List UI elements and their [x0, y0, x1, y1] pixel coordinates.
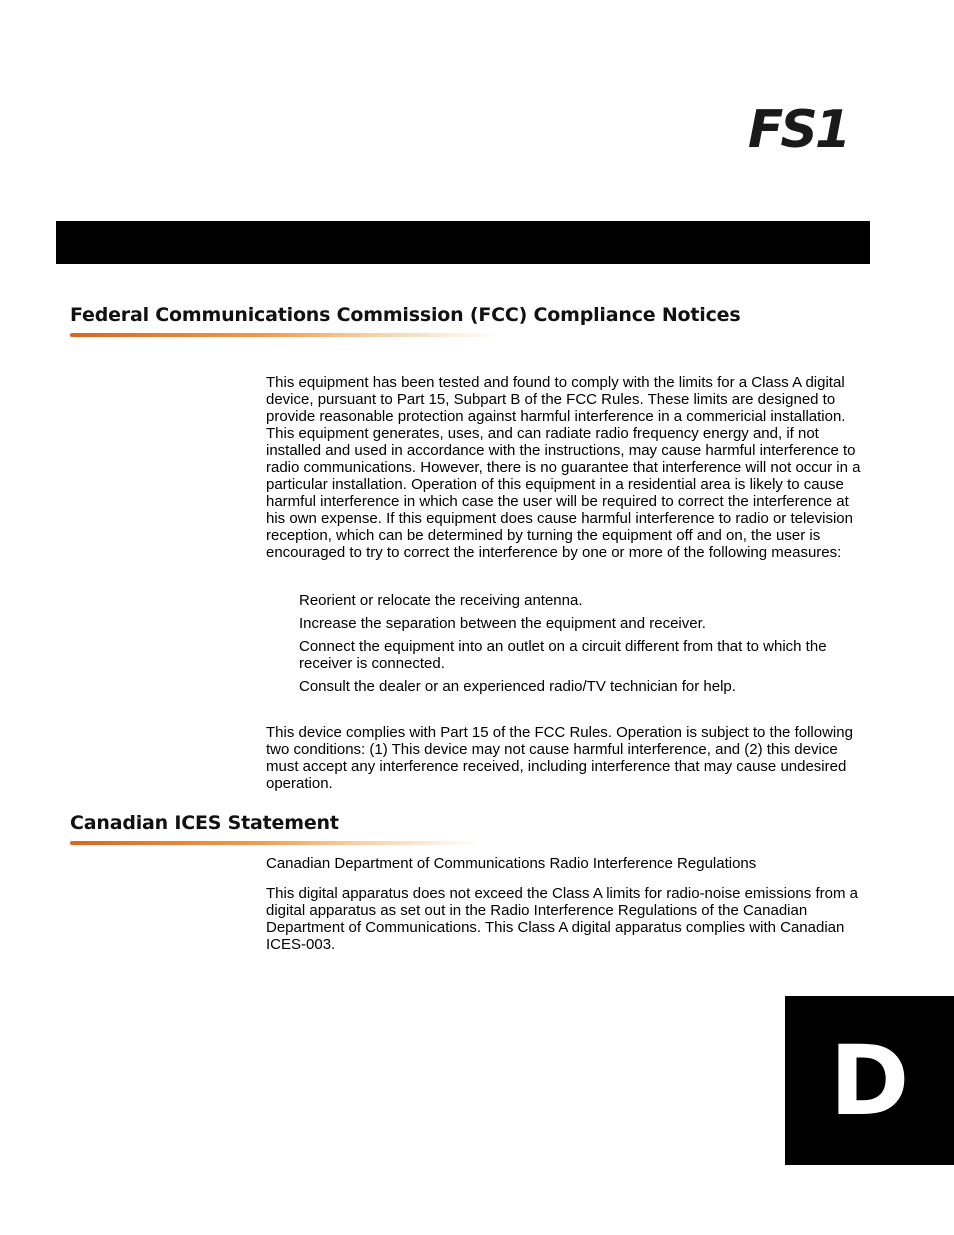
- fcc-measures-list: [299, 592, 869, 701]
- fcc-heading-underline: [70, 333, 500, 337]
- appendix-tab: [785, 996, 954, 1165]
- fs1-logo: FS1: [747, 100, 848, 160]
- list-item: Increase the separation between the equipment and receiver.: [299, 615, 706, 632]
- ices-paragraph-2: This digital apparatus does not exceed the Class A limits for radio-noise emissions from a digital apparatus as set out in the Radio Interference Regulations of the Canadian Department of Communications. This Class A digital apparatus complies with Canadian ICES-003.: [266, 885, 858, 953]
- fcc-paragraph-1: This equipment has been tested and found to comply with the limits for a Class A digital device, pursuant to Part 15, Subpart B of the FCC Rules. These limits are designed to provide reasonable protection against harmful interference in a commericial installation. This equipment generates, uses, and can radiate radio frequency energy and, if not installed and used in accordance with the instructions, may cause harmful interference to radio communications. However, there is no guarantee that interference will not occur in a particular installation. Operation of this equipment in a residential area is likely to cause harmful interference in which case the user will be required to correct the interference at his own expense. If this equipment does cause harmful interference to radio or television reception, which can be determined by turning the equipment off and on, the user is encouraged to try to correct the interference by one or more of the following measures:: [266, 374, 861, 561]
- list-item: Consult the dealer or an experienced radio/TV technician for help.: [299, 678, 736, 695]
- ices-heading-underline: [70, 841, 480, 845]
- fcc-heading: Federal Communications Commission (FCC) Compliance Notices: [70, 304, 741, 326]
- chapter-title-bar: [56, 221, 870, 264]
- ices-heading: Canadian ICES Statement: [70, 812, 339, 834]
- list-item: Connect the equipment into an outlet on a circuit different from that to which the receiver is connected.: [299, 638, 827, 672]
- fcc-paragraph-2: This device complies with Part 15 of the FCC Rules. Operation is subject to the following two conditions: (1) This device may not cause harmful interference, and (2) this device must accept any interference received, including interference that may cause undesired operation.: [266, 724, 853, 792]
- ices-paragraph-1: Canadian Department of Communications Radio Interference Regulations: [266, 855, 757, 872]
- list-item: Reorient or relocate the receiving antenna.: [299, 592, 583, 609]
- appendix-letter: D: [829, 1024, 910, 1137]
